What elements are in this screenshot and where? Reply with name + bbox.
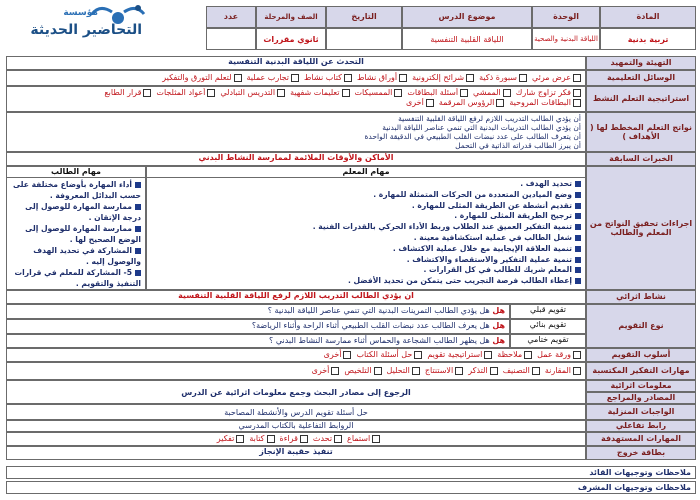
- checkbox[interactable]: [414, 351, 422, 359]
- checkbox[interactable]: [490, 367, 498, 375]
- checkbox[interactable]: [399, 74, 407, 82]
- teacher-task: ترجيح الطريقة المثلى للمهارة .: [151, 211, 581, 222]
- eval-label: نوع التقويم: [586, 304, 696, 348]
- topic-value: اللياقة القلبية التنفسية: [402, 28, 532, 50]
- checkbox[interactable]: [207, 89, 215, 97]
- eval-style-options: ورقة عمل ملاحظة استراتيجية تقويم حل أسئلة الكتاب أخرى: [6, 348, 586, 362]
- strategy-label: استراتيجية التعلم النشط: [586, 86, 696, 112]
- goals-list: [6, 112, 586, 152]
- goal-item: أن يتعرف الطالب على عدد نبضات القلب الطبيعي في الدقيقة الواحدة: [364, 132, 581, 141]
- checkbox[interactable]: [484, 351, 492, 359]
- date-value[interactable]: [326, 28, 402, 50]
- previous-text: الأماكن والأوقات الملائمة لممارسة النشاط البدني: [6, 152, 586, 166]
- checkbox[interactable]: [496, 99, 504, 107]
- student-task: 5- المشاركة للمعلم في قرارات التنفيذ والتقويم .: [14, 268, 141, 288]
- eval-type: تقويم بنائي: [510, 319, 586, 334]
- checkbox[interactable]: [143, 89, 151, 97]
- enrichment-text: ان يؤدي الطالب التدريب اللازم لرفع اللياقة القلبية التنفسية: [6, 290, 586, 304]
- student-tasks: [6, 166, 146, 290]
- checkbox[interactable]: [524, 351, 532, 359]
- skills-label: المهارات المستهدفة: [586, 432, 696, 446]
- thinking-options: المقارنة التصنيف التذكر الاستنتاج التحليل التلخيص أخرى: [6, 362, 586, 380]
- checkbox[interactable]: [374, 367, 382, 375]
- checkbox[interactable]: [277, 89, 285, 97]
- logo-line1: مؤسسة: [63, 8, 98, 18]
- aid-option[interactable]: سبورة ذكية: [479, 73, 527, 83]
- intro-label: التهيئة والتمهيد: [586, 56, 696, 70]
- checkbox[interactable]: [460, 89, 468, 97]
- checkbox[interactable]: [466, 74, 474, 82]
- source-text: الرجوع إلى مصادر البحث وجمع معلومات اثرائية عن الدرس: [6, 380, 586, 404]
- aids-label: الوسائل التعليمية: [586, 70, 696, 86]
- teacher-tasks: [146, 166, 586, 290]
- procedures-label: اجراءات تحقيق النواتج من المعلم والطالب: [586, 166, 696, 290]
- enrichment-label: نشاط اثرائي: [586, 290, 696, 304]
- unit-value: اللياقة البدنية والصحية: [532, 28, 600, 50]
- previous-label: الخبرات السابقة: [586, 152, 696, 166]
- thinking-label: مهارات التفكير المكتسبة: [586, 362, 696, 380]
- checkbox[interactable]: [412, 367, 420, 375]
- student-task: أداء المهارة بأوضاع مختلفة على حسب البدائل المعروفة .: [12, 180, 141, 200]
- checkbox[interactable]: [331, 367, 339, 375]
- goals-label: نواتج التعلم المخطط لها ( الأهداف ): [586, 112, 696, 152]
- subject-header: المادة: [600, 6, 696, 28]
- supervisor-notes[interactable]: ملاحظات وتوجيهات المشرف: [6, 481, 696, 494]
- count-value[interactable]: [206, 28, 256, 50]
- teacher-task: شغل الطالب في عملية استكشافية معينة .: [151, 233, 581, 244]
- exit-text: تنفيذ حقيبة الإنجاز: [6, 446, 586, 460]
- skills-options: استماع تحدث قراءة كتابة تفكير: [6, 432, 586, 446]
- checkbox[interactable]: [426, 99, 434, 107]
- teacher-task: تنمية عملية التفكير والاستقصاء والاكتشاف .: [151, 255, 581, 266]
- student-task: ممارسة المهارة للوصول إلى درجة الإتقان .: [25, 202, 141, 222]
- goal-item: أن يؤدي الطالب التدريب اللازم لرفع اللياقة القلبية التنفسية: [398, 114, 581, 123]
- student-task: المشاركة في تحديد الهدف والوصول إليه .: [33, 246, 141, 266]
- teacher-task: تنمية العلاقة الإيجابية مع خلال عملية الاكتشاف .: [151, 244, 581, 255]
- checkbox[interactable]: [334, 435, 342, 443]
- student-task: ممارسة المهارة للوصول إلى الوضع الصحيح لها .: [25, 224, 141, 244]
- checkbox[interactable]: [394, 89, 402, 97]
- references-label: المصادر والمراجع: [586, 392, 696, 404]
- eval-question: هل هل يؤدي الطالب التمرينات البدنية التي تنمي عناصر اللياقة البدنية ؟: [6, 304, 510, 319]
- homework-text: حل أسئلة تقويم الدرس والأنشطة المصاحبة: [6, 404, 586, 420]
- unit-header: الوحدة: [532, 6, 600, 28]
- aid-option[interactable]: شرائح إلكترونية: [412, 73, 474, 83]
- checkbox[interactable]: [532, 367, 540, 375]
- checkbox[interactable]: [573, 89, 581, 97]
- leader-notes[interactable]: ملاحظات وتوجيهات القائد: [6, 466, 696, 479]
- aid-option[interactable]: تجارب عملية: [247, 73, 300, 83]
- checkbox[interactable]: [573, 367, 581, 375]
- link-label: رابط تفاعلي: [586, 420, 696, 432]
- checkbox[interactable]: [344, 74, 352, 82]
- count-header: عدد: [206, 6, 256, 28]
- checkbox[interactable]: [372, 435, 380, 443]
- checkbox[interactable]: [342, 89, 350, 97]
- class-header: الصف والمرحلة: [256, 6, 326, 28]
- checkbox[interactable]: [343, 351, 351, 359]
- aid-option[interactable]: كتاب نشاط: [304, 73, 352, 83]
- exit-label: بطاقة خروج: [586, 446, 696, 460]
- aid-option[interactable]: عرض مرئي: [532, 73, 581, 83]
- teacher-head: مهام المعلم: [147, 167, 585, 178]
- eval-style-label: أسلوب التقويم: [586, 348, 696, 362]
- eval-question: هل هل يعرف الطالب عدد نبضات القلب الطبيعي أثناء الراحة وأثناء الرياضة؟: [6, 319, 510, 334]
- intro-text: التحدث عن اللياقة البدنية التنفسية: [6, 56, 586, 70]
- eval-type: تقويم ختامي: [510, 334, 586, 348]
- aid-option[interactable]: أوراق نشاط: [357, 73, 407, 83]
- goal-item: أن يؤدي الطالب التدريبات البدنية التي تنمي عناصر اللياقة البدنية: [382, 123, 581, 132]
- teacher-task: وضع الميادين المتعددة من الحركات المتمثلة للمهارة .: [151, 190, 581, 201]
- date-header: التاريخ: [326, 6, 402, 28]
- teacher-task: إعطاء الطالب فرصة التجريب حتى يتمكن من تحديد الأفضل .: [151, 276, 581, 287]
- strategy-options: قرار الطابع أعواد المثلجات التدريس التبادلي تعليمات شفهية الممسيكات أسئلة البطاقات الممشي فكر تزاوج شارك البطاقات المروحية الرؤوس المرقمة أخرى: [6, 86, 586, 112]
- source-label: معلومات اثرائية: [586, 380, 696, 392]
- teacher-task: تقديم أنشطة عن الطريقة المثلى للمهارة .: [151, 201, 581, 212]
- aid-option[interactable]: لتعلم التورق والتفكير: [162, 73, 241, 83]
- checkbox[interactable]: [573, 74, 581, 82]
- teacher-task: تحديد الهدف .: [151, 179, 581, 190]
- checkbox[interactable]: [573, 99, 581, 107]
- checkbox[interactable]: [291, 74, 299, 82]
- institution-logo: [0, 0, 150, 44]
- subject-value: تربية بدنية: [600, 28, 696, 50]
- checkbox[interactable]: [300, 435, 308, 443]
- checkbox[interactable]: [573, 351, 581, 359]
- teacher-task: المعلم شريك للطالب في كل القرارات .: [151, 265, 581, 276]
- goal-item: أن يبرز الطالب قدراته الذاتية في التحمل: [455, 141, 581, 150]
- aids-options: [6, 70, 586, 86]
- eval-question: هل هل يظهر الطالب الشجاعة والحماس أثناء ممارسة النشاط البدني ؟: [6, 334, 510, 348]
- logo-line2: التحاضير الحديثة: [30, 22, 142, 38]
- checkbox[interactable]: [234, 74, 242, 82]
- homework-label: الواجبات المنزلية: [586, 404, 696, 420]
- topic-header: موضوع الدرس: [402, 6, 532, 28]
- checkbox[interactable]: [503, 89, 511, 97]
- checkbox[interactable]: [455, 367, 463, 375]
- student-head: مهام الطالب: [7, 167, 145, 178]
- class-value: ثانوي مقررات: [256, 28, 326, 50]
- link-text[interactable]: الروابط التفاعلية بالكتاب المدرسي: [6, 420, 586, 432]
- eval-type: تقويم قبلي: [510, 304, 586, 319]
- checkbox[interactable]: [519, 74, 527, 82]
- checkbox[interactable]: [267, 435, 275, 443]
- teacher-task: تنمية التفكير العميق عند الطلاب وربط الأداء الحركي بالقدرات الفنية .: [151, 222, 581, 233]
- checkbox[interactable]: [236, 435, 244, 443]
